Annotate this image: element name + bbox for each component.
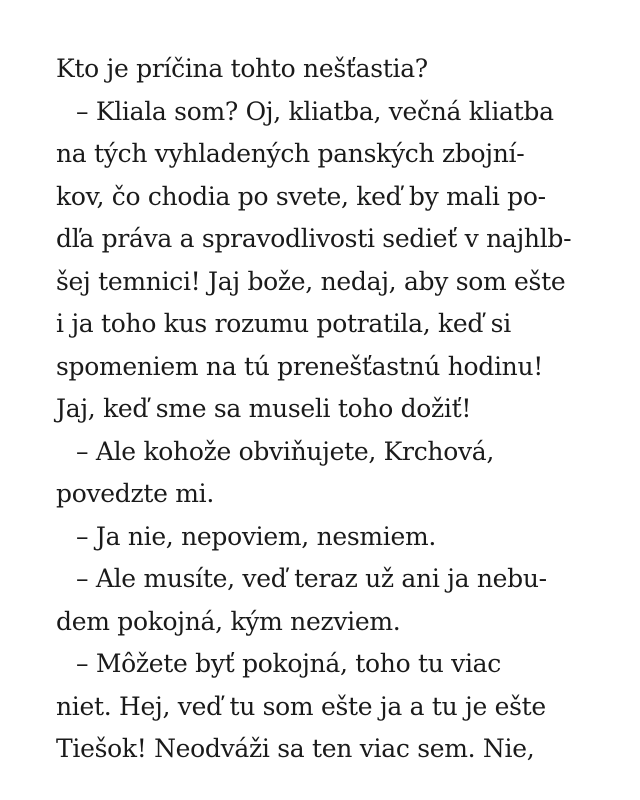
text-line: spomeniem na tú prenešťastnú hodinu!	[56, 351, 544, 381]
text-line: Kto je príčina tohto nešťastia?	[56, 54, 428, 83]
text-line: – Kliala som? Oj, kliatba, večná kliatba	[76, 96, 554, 126]
text-line: kov, čo chodia po svete, keď by mali po-	[56, 181, 546, 211]
text-line: – Môžete byť pokojná, toho tu viac	[76, 649, 501, 678]
text-line: Tiešok! Neodváži sa ten viac sem. Nie,	[56, 734, 535, 763]
text-line: niet. Hej, veď tu som ešte ja a tu je ešte	[56, 691, 546, 721]
text-line: na tých vyhladených panských zbojní-	[56, 139, 525, 168]
text-line: dem pokojná, kým nezviem.	[56, 606, 401, 636]
text-line: Jaj, keď sme sa museli toho dožiť!	[56, 394, 472, 423]
text-line: povedzte mi.	[56, 479, 214, 508]
text-line: – Ja nie, nepoviem, nesmiem.	[76, 521, 437, 551]
text-line: dľa práva a spravodlivosti sedieť v najhlb-	[56, 224, 572, 253]
body-text	[56, 48, 616, 771]
text-line: – Ale kohože obviňujete, Krchová,	[76, 436, 495, 466]
text-line: šej temnici! Jaj bože, nedaj, aby som ešte	[56, 266, 566, 296]
text-line: – Ale musíte, veď teraz už ani ja nebu-	[76, 564, 547, 593]
text-line: i ja toho kus rozumu potratila, keď si	[56, 309, 511, 338]
